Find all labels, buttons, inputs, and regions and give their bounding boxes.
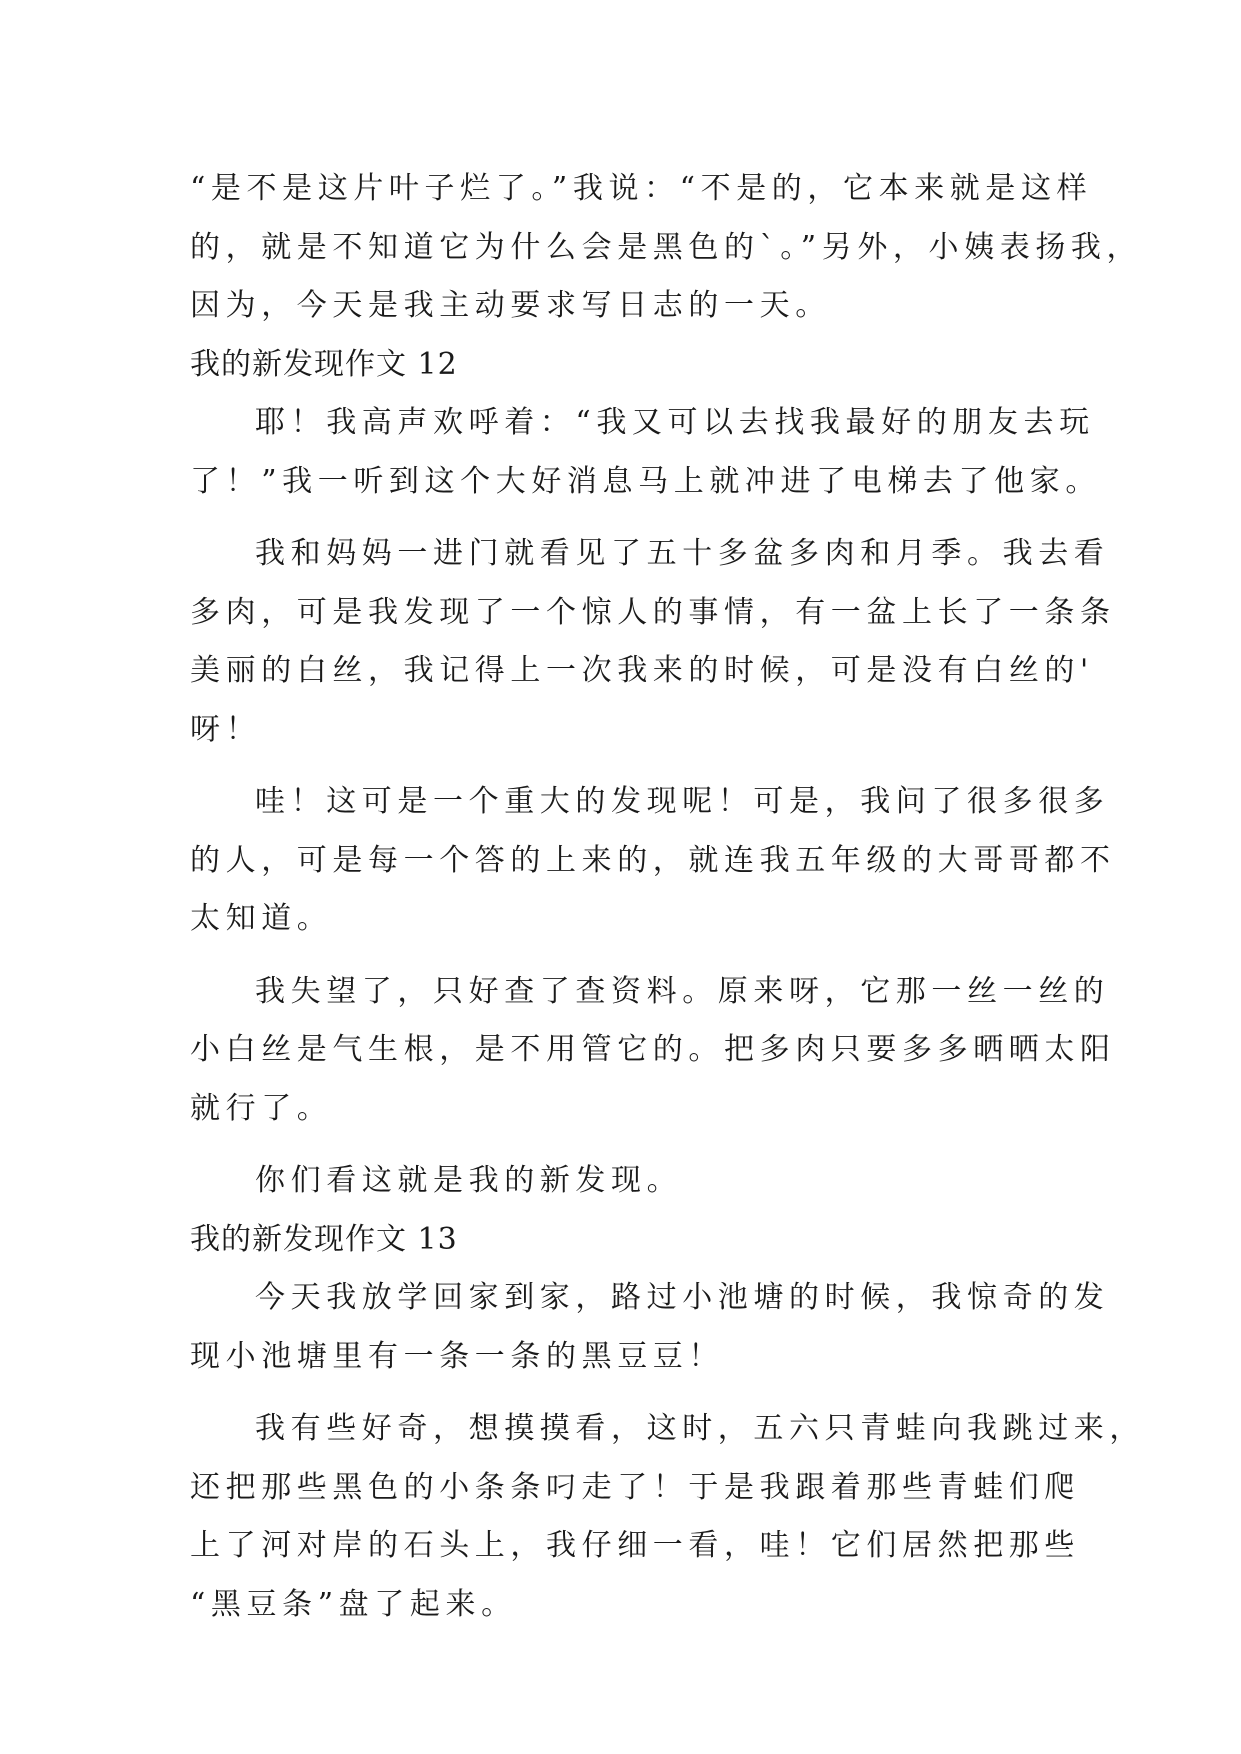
text-line: “是不是这片叶子烂了。”我说：“不是的，它本来就是这样 [190,171,1093,206]
section-heading: 我的新发现作文 12 [190,346,458,382]
text-line: 耶！我高声欢呼着：“我又可以去找我最好的朋友去玩 [255,405,1095,440]
text-line: “黑豆条”盘了起来。 [190,1586,517,1622]
section-heading: 我的新发现作文 13 [190,1221,458,1257]
text-line: 就行了。 [190,1090,333,1126]
text-line: 的，就是不知道它为什么会是黑色的`。”另外，小姨表扬我， [190,229,1143,265]
document-body [190,160,1145,1634]
paragraph-gap [190,1386,1052,1400]
text-line: 因为，今天是我主动要求写日志的一天。 [190,288,831,323]
text-line: 你们看这就是我的新发现。 [255,1163,683,1198]
text-line: 上了河对岸的石头上，我仔细一看，哇！它们居然把那些 [190,1528,1080,1563]
paragraph-gap [190,511,1052,525]
text-line: 太知道。 [190,901,333,936]
text-line: 了！”我一听到这个大好消息马上就冲进了电梯去了他家。 [190,463,1101,499]
paragraph-gap [190,759,1052,773]
text-line: 我失望了，只好查了查资料。原来呀，它那一丝一丝的 [255,973,1110,1009]
text-line: 多肉，可是我发现了一个惊人的事情，有一盆上长了一条条 [190,594,1116,630]
text-line: 还把那些黑色的小条条叼走了！于是我跟着那些青蛙们爬 [190,1469,1080,1505]
text-line: 美丽的白丝，我记得上一次我来的时候，可是没有白丝的' [190,653,1094,688]
text-line: 小白丝是气生根，是不用管它的。把多肉只要多多晒晒太阳 [190,1032,1116,1067]
text-line: 我有些好奇，想摸摸看，这时，五六只青蛙向我跳过来， [255,1411,1145,1446]
text-line: 的人，可是每一个答的上来的，就连我五年级的大哥哥都不 [190,842,1116,878]
text-line: 现小池塘里有一条一条的黑豆豆！ [190,1338,724,1374]
text-line: 哇！这可是一个重大的发现呢！可是，我问了很多很多 [255,784,1110,819]
text-line: 我和妈妈一进门就看见了五十多盆多肉和月季。我去看 [255,536,1110,571]
text-line: 今天我放学回家到家，路过小池塘的时候，我惊奇的发 [255,1280,1110,1315]
paragraph-gap [190,1138,1052,1152]
paragraph-gap [190,949,1052,963]
text-line: 呀！ [190,711,262,747]
